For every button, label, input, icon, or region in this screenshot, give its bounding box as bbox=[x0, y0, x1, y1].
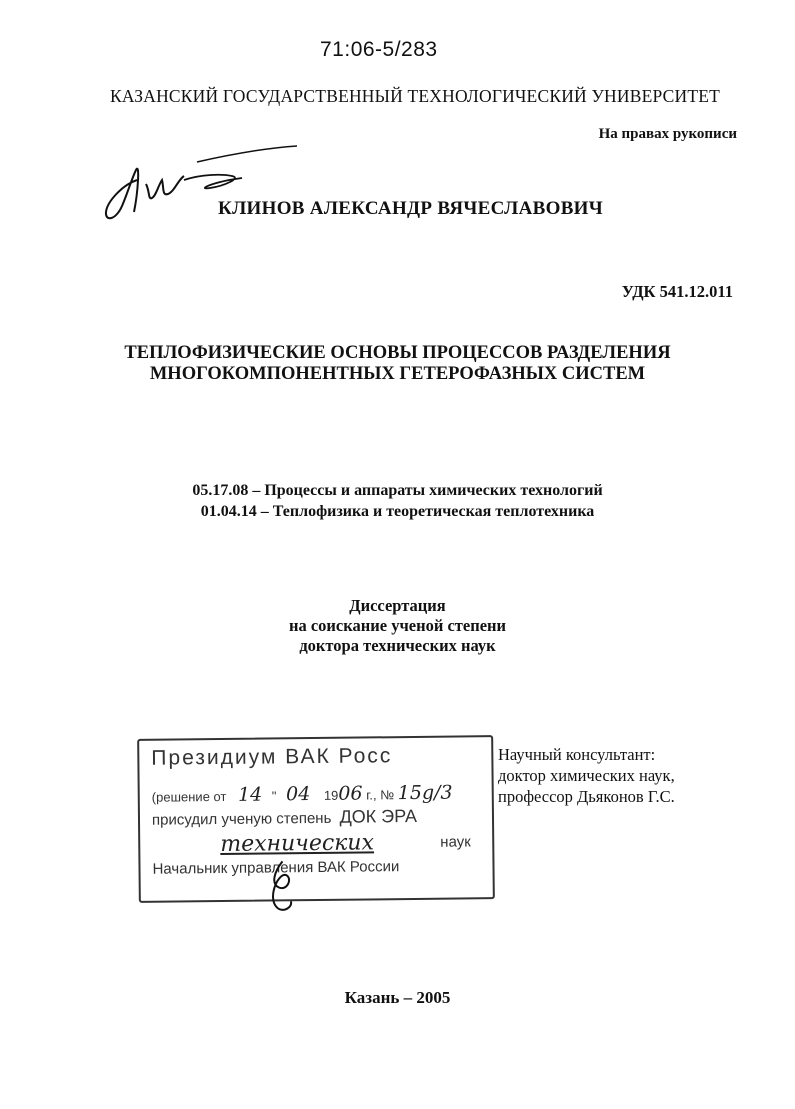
title-line-2: МНОГОКОМПОНЕНТНЫХ ГЕТЕРОФАЗНЫХ СИСТЕМ bbox=[149, 364, 646, 384]
stamp-signature-icon bbox=[252, 857, 313, 918]
author-name: КЛИНОВ АЛЕКСАНДР ВЯЧЕСЛАВОВИЧ bbox=[218, 198, 603, 219]
stamp-field: технических bbox=[220, 830, 375, 858]
stamp-year-prefix: 19 bbox=[323, 787, 339, 803]
university-name: КАЗАНСКИЙ ГОСУДАРСТВЕННЫЙ ТЕХНОЛОГИЧЕСКИЙ УНИВЕРСИТЕТ bbox=[110, 86, 721, 106]
consultant-name: профессор Дьяконов Г.С. bbox=[498, 787, 675, 806]
dissertation-purpose: на соискание ученой степени bbox=[288, 616, 507, 635]
stamp-header: Президиум ВАК Росс bbox=[151, 744, 393, 770]
archive-number: 71:06-5/283 bbox=[320, 38, 438, 61]
udk-code: УДК 541.12.011 bbox=[621, 282, 733, 301]
stamp-decision: (решение от 14 " 04 1906 г., № 15g/3 bbox=[151, 781, 453, 806]
stamp-year-unit: г., № bbox=[366, 787, 395, 803]
title-line-1: ТЕПЛОФИЗИЧЕСКИЕ ОСНОВЫ ПРОЦЕССОВ РАЗДЕЛЕНИЯ bbox=[124, 343, 671, 363]
specialties bbox=[0, 480, 795, 522]
stamp-decision-prefix: (решение от bbox=[151, 788, 227, 805]
dissertation-block bbox=[0, 596, 795, 656]
stamp-awarded bbox=[152, 806, 417, 830]
stamp-month: 04 bbox=[285, 783, 311, 806]
stamp-year-suffix: 06 bbox=[338, 782, 363, 805]
stamp-field-suffix: наук bbox=[440, 833, 471, 851]
consultant-label: Научный консультант: bbox=[498, 745, 656, 764]
dissertation-label: Диссертация bbox=[349, 596, 446, 615]
stamp-chief: Начальник управления ВАК России bbox=[152, 858, 400, 878]
stamp-day: 14 bbox=[237, 783, 263, 806]
dissertation-degree: доктора технических наук bbox=[299, 636, 496, 655]
dissertation-title bbox=[0, 343, 795, 385]
specialty-1: 05.17.08 – Процессы и аппараты химических технологий bbox=[192, 482, 603, 499]
scientific-consultant bbox=[498, 744, 675, 807]
specialty-2: 01.04.14 – Теплофизика и теоретическая теплотехника bbox=[200, 503, 595, 520]
city-year: Казань – 2005 bbox=[344, 988, 451, 1007]
stamp-number: 15g/3 bbox=[397, 781, 453, 805]
consultant-degree: доктор химических наук, bbox=[498, 766, 675, 785]
manuscript-note: На правах рукописи bbox=[598, 126, 737, 142]
stamp-awarded-text: присудил ученую степень bbox=[151, 809, 332, 829]
vak-stamp bbox=[137, 735, 495, 903]
stamp-degree: ДОК ЭРА bbox=[339, 805, 418, 827]
